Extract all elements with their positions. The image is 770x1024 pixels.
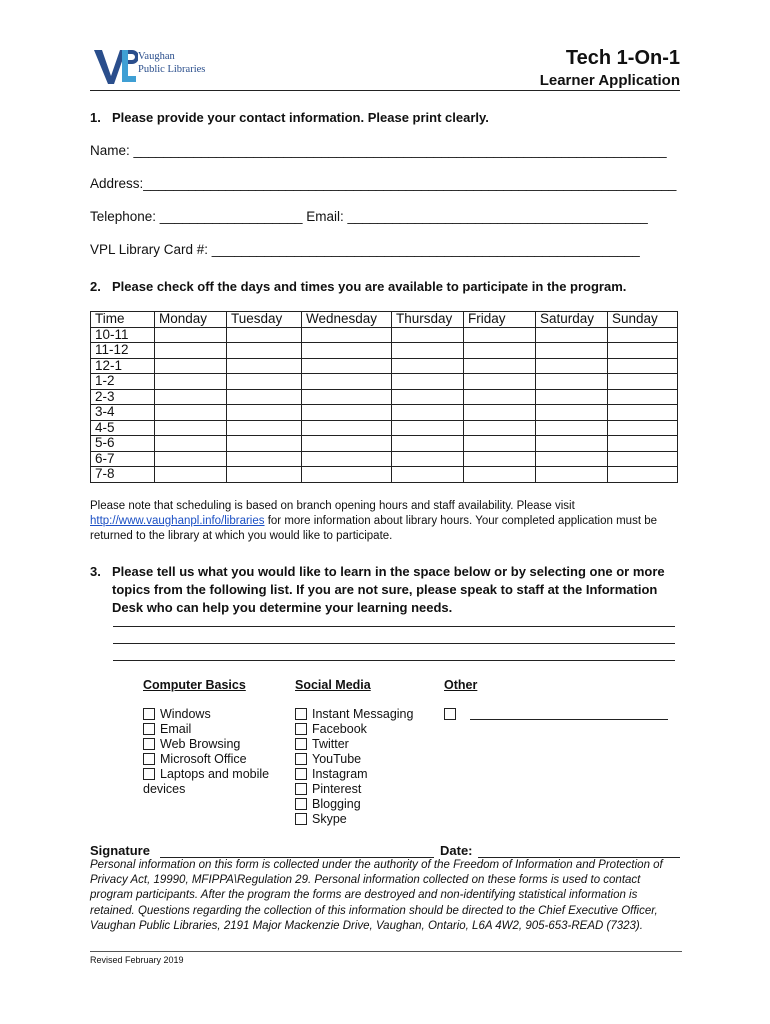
availability-cell[interactable] bbox=[392, 420, 464, 436]
topic-option[interactable] bbox=[143, 707, 269, 722]
topic-checkbox[interactable] bbox=[143, 708, 155, 720]
availability-cell[interactable] bbox=[392, 358, 464, 374]
page-subtitle: Learner Application bbox=[539, 72, 680, 89]
availability-cell[interactable] bbox=[227, 327, 302, 343]
topic-option[interactable] bbox=[295, 812, 413, 827]
topic-label: Email bbox=[160, 722, 192, 736]
column-header: Tuesday bbox=[227, 312, 302, 328]
availability-cell[interactable] bbox=[536, 467, 608, 483]
table-row bbox=[91, 358, 678, 374]
topic-checkbox[interactable] bbox=[143, 738, 155, 750]
section-1-number: 1. bbox=[90, 110, 101, 125]
time-slot-label: 2-3 bbox=[91, 389, 155, 405]
availability-cell[interactable] bbox=[155, 467, 227, 483]
section-2-number: 2. bbox=[90, 279, 101, 294]
table-row bbox=[91, 327, 678, 343]
table-row bbox=[91, 420, 678, 436]
availability-cell[interactable] bbox=[464, 327, 536, 343]
note-text-before: Please note that scheduling is based on branch opening hours and staff availability. Please visit bbox=[90, 500, 575, 512]
column-header: Wednesday bbox=[302, 312, 392, 328]
time-slot-label: 10-11 bbox=[91, 327, 155, 343]
footer-divider bbox=[90, 951, 682, 952]
topic-checkbox[interactable] bbox=[295, 723, 307, 735]
availability-cell[interactable] bbox=[392, 405, 464, 421]
topic-label: Web Browsing bbox=[160, 737, 241, 751]
computer-basics-list bbox=[143, 707, 269, 797]
availability-table bbox=[90, 311, 678, 483]
availability-cell[interactable] bbox=[392, 389, 464, 405]
topic-label: Blogging bbox=[312, 797, 361, 811]
social-media-heading: Social Media bbox=[295, 678, 371, 692]
topic-option[interactable] bbox=[143, 722, 269, 737]
topic-label: Laptops and mobile bbox=[160, 767, 270, 781]
availability-cell[interactable] bbox=[392, 327, 464, 343]
availability-cell[interactable] bbox=[608, 358, 678, 374]
logo-line-2: Public Libraries bbox=[138, 64, 206, 75]
availability-cell[interactable] bbox=[227, 405, 302, 421]
column-header: Time bbox=[91, 312, 155, 328]
section-3-number: 3. bbox=[90, 564, 101, 579]
note-text-after: for more information about library hours. Your completed application must be returned to the library at which you would like to participate. bbox=[90, 515, 658, 542]
revised-date: Revised February 2019 bbox=[90, 955, 184, 965]
availability-cell[interactable] bbox=[302, 389, 392, 405]
other-text-line[interactable] bbox=[470, 719, 668, 720]
section-3-heading-text: Please tell us what you would like to learn in the space below or by selecting one or more topics from the following list. If you are not sure, please speak to staff at the Information Desk who can help you determine your learning needs. bbox=[112, 564, 665, 615]
library-card-field[interactable]: VPL Library Card #: _________________________________________________________ bbox=[90, 242, 640, 257]
topic-checkbox[interactable] bbox=[295, 813, 307, 825]
vpl-logo-mark bbox=[92, 46, 138, 86]
availability-cell[interactable] bbox=[155, 405, 227, 421]
time-slot-label: 7-8 bbox=[91, 467, 155, 483]
logo-line-1: Vaughan bbox=[138, 51, 175, 62]
availability-cell[interactable] bbox=[536, 405, 608, 421]
topic-label: YouTube bbox=[312, 752, 362, 766]
topic-option[interactable] bbox=[143, 752, 269, 767]
availability-cell[interactable] bbox=[464, 389, 536, 405]
time-slot-label: 11-12 bbox=[91, 343, 155, 359]
column-header: Thursday bbox=[392, 312, 464, 328]
topic-option[interactable] bbox=[295, 797, 413, 812]
availability-cell[interactable] bbox=[536, 389, 608, 405]
availability-cell[interactable] bbox=[536, 420, 608, 436]
table-row bbox=[91, 374, 678, 390]
topic-checkbox[interactable] bbox=[295, 738, 307, 750]
other-list bbox=[444, 707, 461, 722]
availability-cell[interactable] bbox=[392, 451, 464, 467]
availability-cell[interactable] bbox=[227, 436, 302, 452]
availability-cell[interactable] bbox=[608, 374, 678, 390]
column-header: Friday bbox=[464, 312, 536, 328]
time-slot-label: 5-6 bbox=[91, 436, 155, 452]
availability-cell[interactable] bbox=[227, 374, 302, 390]
table-row bbox=[91, 467, 678, 483]
topic-option[interactable] bbox=[295, 767, 413, 782]
table-row bbox=[91, 436, 678, 452]
availability-cell[interactable] bbox=[464, 436, 536, 452]
topic-label: Pinterest bbox=[312, 782, 362, 796]
topic-option[interactable] bbox=[143, 737, 269, 752]
availability-cell[interactable] bbox=[227, 467, 302, 483]
other-heading: Other bbox=[444, 678, 478, 692]
availability-cell[interactable] bbox=[536, 451, 608, 467]
topic-label-continuation: devices bbox=[143, 782, 186, 796]
topic-checkbox[interactable] bbox=[295, 798, 307, 810]
availability-cell[interactable] bbox=[302, 358, 392, 374]
table-row bbox=[91, 451, 678, 467]
topic-checkbox[interactable] bbox=[143, 723, 155, 735]
table-row bbox=[91, 343, 678, 359]
telephone-email-field[interactable]: Telephone: ___________________ Email: ________________________________________ bbox=[90, 209, 648, 224]
table-row bbox=[91, 389, 678, 405]
availability-cell[interactable] bbox=[392, 436, 464, 452]
section-1-heading-text: Please provide your contact information. Please print clearly. bbox=[112, 110, 489, 125]
column-header: Saturday bbox=[536, 312, 608, 328]
topic-option[interactable] bbox=[295, 707, 413, 722]
column-header: Sunday bbox=[608, 312, 678, 328]
availability-cell[interactable] bbox=[302, 327, 392, 343]
learning-needs-line-3[interactable] bbox=[113, 660, 675, 661]
libraries-link[interactable]: http://www.vaughanpl.info/libraries bbox=[90, 515, 265, 527]
address-field[interactable]: Address:_______________________________________________________________________ bbox=[90, 176, 677, 191]
availability-cell[interactable] bbox=[536, 327, 608, 343]
availability-cell[interactable] bbox=[155, 327, 227, 343]
availability-cell[interactable] bbox=[464, 405, 536, 421]
topic-checkbox[interactable] bbox=[295, 768, 307, 780]
social-media-list bbox=[295, 707, 413, 827]
availability-cell[interactable] bbox=[155, 451, 227, 467]
learning-needs-line-1[interactable] bbox=[113, 626, 675, 627]
section-3-heading bbox=[90, 563, 680, 617]
availability-cell[interactable] bbox=[536, 358, 608, 374]
topic-label: Skype bbox=[312, 812, 347, 826]
availability-cell[interactable] bbox=[155, 343, 227, 359]
availability-cell[interactable] bbox=[302, 436, 392, 452]
availability-cell[interactable] bbox=[464, 451, 536, 467]
page-title: Tech 1-On-1 bbox=[565, 47, 680, 69]
topic-checkbox[interactable] bbox=[295, 753, 307, 765]
availability-cell[interactable] bbox=[392, 343, 464, 359]
availability-cell[interactable] bbox=[227, 358, 302, 374]
scheduling-note bbox=[90, 499, 680, 544]
time-slot-label: 6-7 bbox=[91, 451, 155, 467]
computer-basics-heading: Computer Basics bbox=[143, 678, 246, 692]
privacy-notice: Personal information on this form is collected under the authority of the Freedom of Information and Protection of Privacy Act, 19990, MFIPPA\Regulation 29. Personal information collected on these forms is used to contact program participants. After the program the forms are destroyed and non-identifying statistical information is retained. Questions regarding the collection of this information should be directed to the Chief Executive Officer, Vaughan Public Libraries, 2191 Major Mackenzie Drive, Vaughan, Ontario, L6A 4W2, 905-653-READ (7323). bbox=[90, 859, 663, 932]
signature-label: Signature bbox=[90, 843, 150, 858]
topic-checkbox[interactable] bbox=[143, 768, 155, 780]
availability-cell[interactable] bbox=[536, 343, 608, 359]
topic-option[interactable] bbox=[295, 782, 413, 797]
availability-cell[interactable] bbox=[464, 358, 536, 374]
availability-cell[interactable] bbox=[302, 451, 392, 467]
topic-checkbox[interactable] bbox=[295, 783, 307, 795]
header-divider bbox=[90, 90, 680, 91]
availability-cell[interactable] bbox=[464, 343, 536, 359]
other-option[interactable] bbox=[444, 707, 461, 722]
availability-cell[interactable] bbox=[302, 343, 392, 359]
topic-option[interactable] bbox=[143, 767, 269, 782]
section-2-heading-text: Please check off the days and times you are available to participate in the program. bbox=[112, 279, 627, 294]
availability-cell[interactable] bbox=[608, 451, 678, 467]
topic-option[interactable] bbox=[295, 722, 413, 737]
topic-label: Instant Messaging bbox=[312, 707, 414, 721]
availability-cell[interactable] bbox=[608, 436, 678, 452]
name-field[interactable]: Name: _______________________________________________________________________ bbox=[90, 143, 667, 158]
table-row bbox=[91, 405, 678, 421]
column-header: Monday bbox=[155, 312, 227, 328]
topic-checkbox[interactable] bbox=[143, 753, 155, 765]
logo-text bbox=[138, 50, 205, 76]
availability-cell[interactable] bbox=[608, 420, 678, 436]
vpl-logo bbox=[92, 46, 222, 88]
availability-cell[interactable] bbox=[155, 436, 227, 452]
availability-cell[interactable] bbox=[227, 389, 302, 405]
availability-cell[interactable] bbox=[227, 343, 302, 359]
availability-cell[interactable] bbox=[227, 451, 302, 467]
topic-label: Facebook bbox=[312, 722, 367, 736]
availability-cell[interactable] bbox=[464, 420, 536, 436]
topic-label: Microsoft Office bbox=[160, 752, 247, 766]
section-1-heading bbox=[90, 110, 489, 125]
availability-cell[interactable] bbox=[464, 374, 536, 390]
availability-cell[interactable] bbox=[392, 467, 464, 483]
availability-cell[interactable] bbox=[608, 405, 678, 421]
time-slot-label: 12-1 bbox=[91, 358, 155, 374]
availability-cell[interactable] bbox=[608, 343, 678, 359]
availability-cell[interactable] bbox=[608, 467, 678, 483]
topic-label: Twitter bbox=[312, 737, 349, 751]
availability-cell[interactable] bbox=[392, 374, 464, 390]
availability-cell[interactable] bbox=[302, 405, 392, 421]
availability-cell[interactable] bbox=[464, 467, 536, 483]
date-label: Date: bbox=[440, 843, 473, 858]
topic-checkbox[interactable] bbox=[295, 708, 307, 720]
time-slot-label: 3-4 bbox=[91, 405, 155, 421]
topic-label: Instagram bbox=[312, 767, 368, 781]
availability-cell[interactable] bbox=[155, 374, 227, 390]
availability-cell[interactable] bbox=[536, 374, 608, 390]
availability-cell[interactable] bbox=[302, 420, 392, 436]
availability-cell[interactable] bbox=[536, 436, 608, 452]
availability-cell[interactable] bbox=[155, 420, 227, 436]
availability-cell[interactable] bbox=[155, 358, 227, 374]
topic-label: Windows bbox=[160, 707, 211, 721]
other-checkbox[interactable] bbox=[444, 708, 456, 720]
availability-cell[interactable] bbox=[608, 327, 678, 343]
topic-option[interactable] bbox=[295, 737, 413, 752]
time-slot-label: 4-5 bbox=[91, 420, 155, 436]
availability-cell[interactable] bbox=[227, 420, 302, 436]
availability-cell[interactable] bbox=[302, 467, 392, 483]
time-slot-label: 1-2 bbox=[91, 374, 155, 390]
availability-cell[interactable] bbox=[155, 389, 227, 405]
topic-option[interactable] bbox=[295, 752, 413, 767]
section-2-heading bbox=[90, 279, 626, 294]
table-header-row bbox=[91, 312, 678, 328]
learning-needs-line-2[interactable] bbox=[113, 643, 675, 644]
availability-cell[interactable] bbox=[302, 374, 392, 390]
availability-cell[interactable] bbox=[608, 389, 678, 405]
